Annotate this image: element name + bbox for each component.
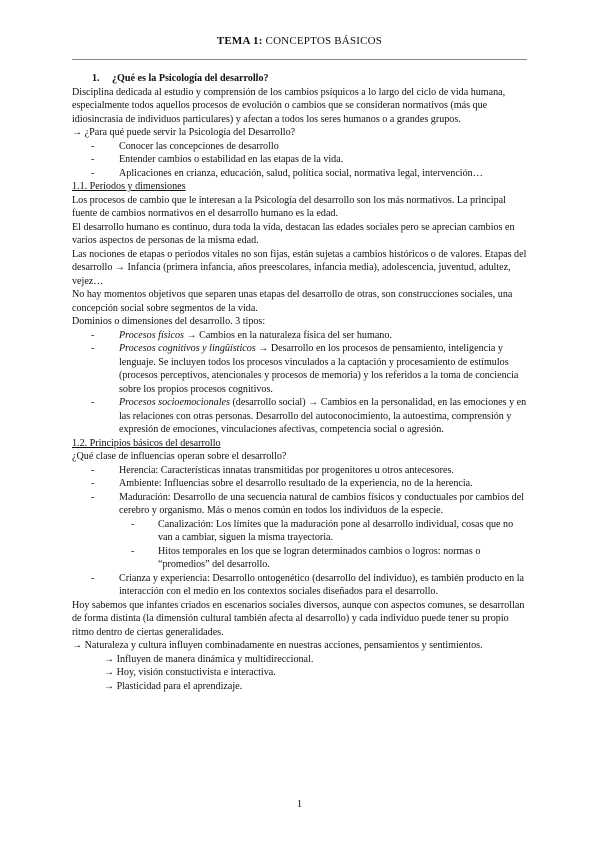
dimension-text: → Desarrollo en los procesos de pensamiento, inteligencia y lenguaje. Se incluyen todos los procesos vinculados a la captación y procesamiento de estímulos (procesos perceptivos, atencionales y procesos de memoria) y los referidos a la toma de conciencia sobre los propios procesos cognitivos. — [119, 343, 519, 395]
paragraph: El desarrollo humano es continuo, dura toda la vida, destacan las edades sociales pero se aprecian cambios en varios aspectos de personas de la misma edad. — [72, 221, 515, 246]
list-item: - Ambiente: Influencias sobre el desarrollo resultado de la experiencia, no de la herencia. — [72, 477, 527, 491]
section-1-paragraph: Disciplina dedicada al estudio y comprensión de los cambios psíquicos a lo largo del ciclo de vida humana, especialmente todos aquellos procesos de evolución o cambios que se consideran normativos (más que idiosincrasia de individuos particulares) y afectan a todos los seres humanos o a grandes grupos. — [72, 86, 506, 125]
paragraph: No hay momentos objetivos que separen unas etapas del desarrollo de otras, son construcciones sociales, una concepción social sobre segmentos de la vida. — [72, 289, 513, 314]
dimension-text: → Cambios en la naturaleza física del ser humano. — [183, 329, 392, 341]
dimensions-list — [72, 329, 527, 437]
list-item: - Entender cambios o estabilidad en las etapas de la vida. — [72, 153, 527, 167]
section-1-2-heading: 1.2. Principios básicos del desarrollo — [72, 437, 221, 449]
page-number: 1 — [296, 798, 303, 810]
dimension-name: Procesos físicos — [119, 329, 184, 341]
arrow-line: → Plasticidad para el aprendizaje. — [104, 680, 243, 692]
section-1-1-heading: 1.1. Periodos y dimensiones — [72, 181, 186, 192]
list-item: - Aplicaciones en crianza, educación, salud, política social, normativa legal, intervención… — [72, 167, 527, 181]
section-1-list — [72, 140, 527, 181]
section-1-question: → ¿Para qué puede servir la Psicología del Desarrollo? — [72, 127, 296, 138]
dimension-name: Procesos socioemocionales — [119, 397, 230, 408]
title-bold: TEMA 1: — [216, 35, 263, 47]
paragraph: Las nociones de etapas o periodos vitales no son fijas, están sujetas a cambios históricos o de valores. Etapas del desarrollo → Infancia (primera infancia, años preescolares, infancia media), adolescencia, juventud, adultez, vejez… — [72, 248, 527, 287]
list-item: - Conocer las concepciones de desarrollo — [72, 140, 527, 154]
paragraph: → Naturaleza y cultura influyen combinadamente en nuestras acciones, pensamientos y sentimientos. — [72, 640, 483, 651]
list-item — [72, 396, 527, 437]
dimension-name: Procesos cognitivos y lingüísticos — [119, 343, 256, 354]
sub-list-item: - Hitos temporales en los que se logran determinados cambios o logros: normas o “promedios” del desarrollo. — [72, 545, 527, 572]
document-body — [72, 72, 527, 693]
list-item: - Crianza y experiencia: Desarrollo ontogenético (desarrollo del individuo), es también producto en la interacción con el medio en los contextos sociales diseñados para el desarrollo. — [72, 572, 527, 599]
title-divider — [72, 59, 527, 60]
list-item — [72, 329, 527, 343]
section-1-title: ¿Qué es la Psicología del desarrollo? — [112, 73, 269, 84]
list-item — [72, 342, 527, 396]
paragraph: Los procesos de cambio que le interesan a la Psicología del desarrollo son los más normativos. La principal fuente de cambios normativos en el desarrollo humano es la edad. — [72, 194, 506, 219]
section-1-2-question: ¿Qué clase de influencias operan sobre el desarrollo? — [72, 451, 287, 462]
section-1-heading — [72, 72, 527, 86]
title-rest: CONCEPTOS BÁSICOS — [262, 35, 383, 47]
list-item: - Herencia: Características innatas transmitidas por progenitores u otros antecesores. — [72, 464, 527, 478]
list-item: - Maduración: Desarrollo de una secuencia natural de cambios físicos y conductuales por cambios del cerebro y organismo. Más o menos común en todos los individuos de la especie. — [72, 491, 527, 518]
section-1-number: 1. — [92, 73, 100, 84]
paragraph: Dominios o dimensiones del desarrollo. 3 tipos: — [72, 316, 266, 327]
dimension-text: (desarrollo social) → Cambios en la personalidad, en las emociones y en las relaciones con otras personas. Desarrollo del autoconocimiento, la autoestima, comprensión y expresión de emociones, vinculaciones afectivas, competencia social o agresión. — [119, 397, 527, 435]
arrow-line: → Influyen de manera dinámica y multidireccional. — [104, 653, 314, 665]
arrow-line: → Hoy, visión constuctivista e interactiva. — [104, 667, 276, 678]
sub-list-item: - Canalización: Los límites que la maduración pone al desarrollo individual, cosas que no van a cambiar, siguen la misma trayectoria. — [72, 518, 527, 545]
document-title — [72, 35, 527, 49]
influences-list — [72, 464, 527, 599]
paragraph: Hoy sabemos que infantes criados en escenarios sociales diversos, aunque con aspectos comunes, se desarrollan de forma distinta (la dimensión cultural también afecta al desarrollo) y cada individuo puede tener su propio ritmo dentro de ciertas generalidades. — [72, 599, 525, 638]
